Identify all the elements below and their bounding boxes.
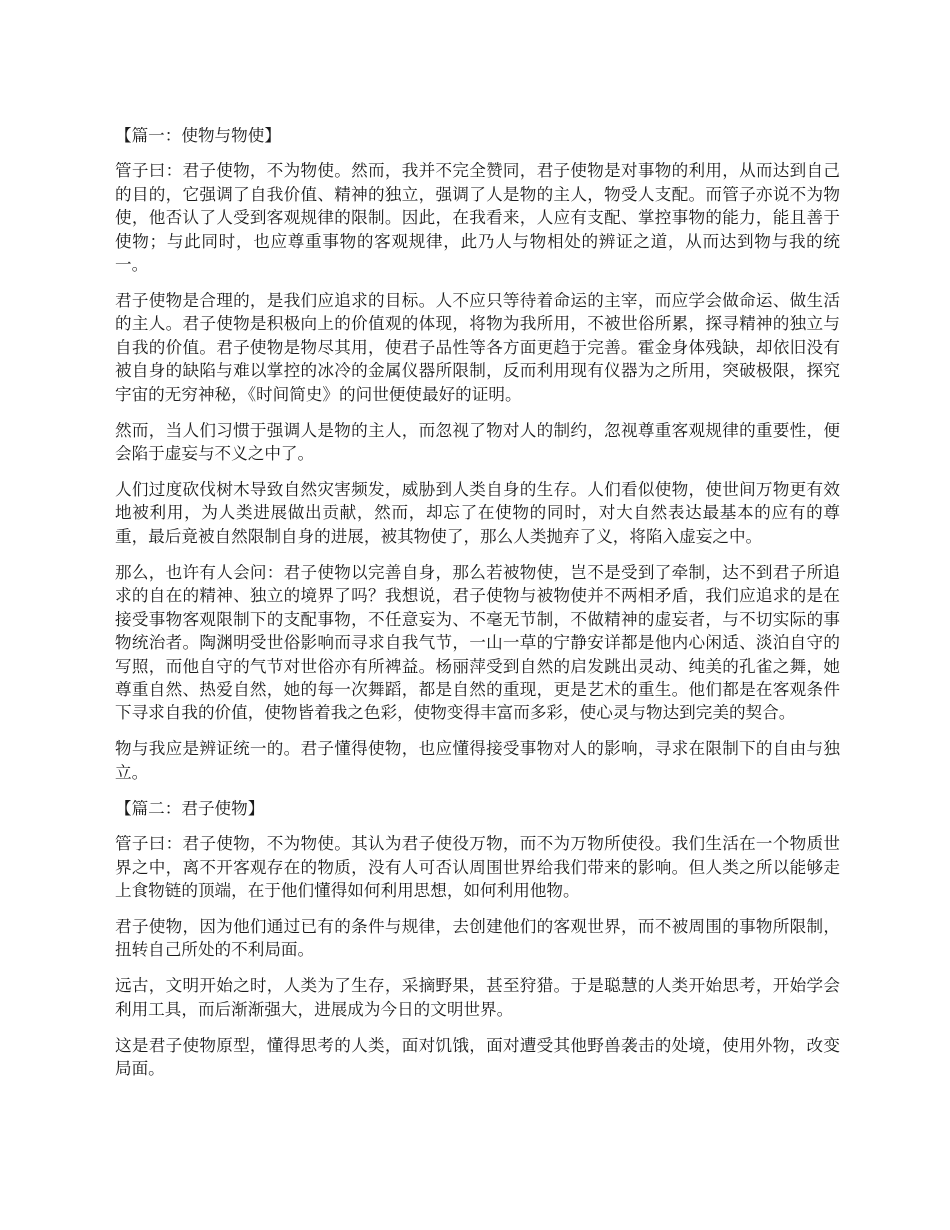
paragraph: 人们过度砍伐树木导致自然灾害频发，威胁到人类自身的生存。人们看似使物，使世间万物更有效地被利用，为人类进展做出贡献，然而，却忘了在使物的同时，对大自然表达最基本的应有的尊重，最后竟被自然限制自身的进展，被其物使了，那么人类抛弃了义，将陷入虚妄之中。 <box>115 480 840 546</box>
paragraph: 管子曰：君子使物，不为物使。然而，我并不完全赞同，君子使物是对事物的利用，从而达到自己的目的，它强调了自我价值、精神的独立，强调了人是物的主人，物受人支配。而管子亦说不为物使，他否认了人受到客观规律的限制。因此，在我看来，人应有支配、掌控事物的能力，能且善于使物；与此同时，也应尊重事物的客观规律，此乃人与物相处的辨证之道，从而达到物与我的统一。 <box>115 161 840 275</box>
paragraph: 管子曰：君子使物，不为物使。其认为君子使役万物，而不为万物所使役。我们生活在一个物质世界之中，离不开客观存在的物质，没有人可否认周围世界给我们带来的影响。但人类之所以能够走上食物链的顶端，在于他们懂得如何利用思想，如何利用他物。 <box>115 834 840 900</box>
paragraph: 这是君子使物原型，懂得思考的人类，面对饥饿，面对遭受其他野兽袭击的处境，使用外物，改变局面。 <box>115 1035 840 1079</box>
document-body <box>115 124 840 1093</box>
paragraph: 那么，也许有人会问：君子使物以完善自身，那么若被物使，岂不是受到了牵制，达不到君子所追求的自在的精神、独立的境界了吗？我想说，君子使物与被物使并不两相矛盾，我们应追求的是在接受事物客观限制下的支配事物，不任意妄为、不毫无节制，不做精神的虚妄者，与不切实际的事物统治者。陶渊明受世俗影响而寻求自我气节，一山一草的宁静安详都是他内心闲适、淡泊自守的写照，而他自守的气节对世俗亦有所裨益。杨丽萍受到自然的启发跳出灵动、纯美的孔雀之舞，她尊重自然、热爱自然，她的每一次舞蹈，都是自然的重现，更是艺术的重生。他们都是在客观条件下寻求自我的价值，使物皆着我之色彩，使物变得丰富而多彩，使心灵与物达到完美的契合。 <box>115 562 840 723</box>
section-heading-1: 【篇一：使物与物使】 <box>115 126 281 145</box>
paragraph: 然而，当人们习惯于强调人是物的主人，而忽视了物对人的制约，忽视尊重客观规律的重要性，便会陷于虚妄与不义之中了。 <box>115 420 840 464</box>
paragraph: 远古，文明开始之时，人类为了生存，采摘野果，甚至狩猎。于是聪慧的人类开始思考，开始学会利用工具，而后渐渐强大，进展成为今日的文明世界。 <box>115 976 840 1019</box>
paragraph: 君子使物是合理的，是我们应追求的目标。人不应只等待着命运的主宰，而应学会做命运、做生活的主人。君子使物是积极向上的价值观的体现，将物为我所用，不被世俗所累，探寻精神的独立与自我的价值。君子使物是物尽其用，使君子品性等各方面更趋于完善。霍金身体残缺，却依旧没有被自身的缺陷与难以掌控的冰冷的金属仪器所限制，反而利用现有仪器为之所用，突破极限，探究宇宙的无穷神秘，《时间简史》的问世便使最好的证明。 <box>115 291 840 404</box>
paragraph: 物与我应是辨证统一的。君子懂得使物，也应懂得接受事物对人的影响，寻求在限制下的自由与独立。 <box>115 739 840 782</box>
paragraph: 君子使物，因为他们通过已有的条件与规律，去创建他们的客观世界，而不被周围的事物所限制，扭转自己所处的不利局面。 <box>115 916 840 960</box>
section-heading-2: 【篇二：君子使物】 <box>115 798 265 818</box>
